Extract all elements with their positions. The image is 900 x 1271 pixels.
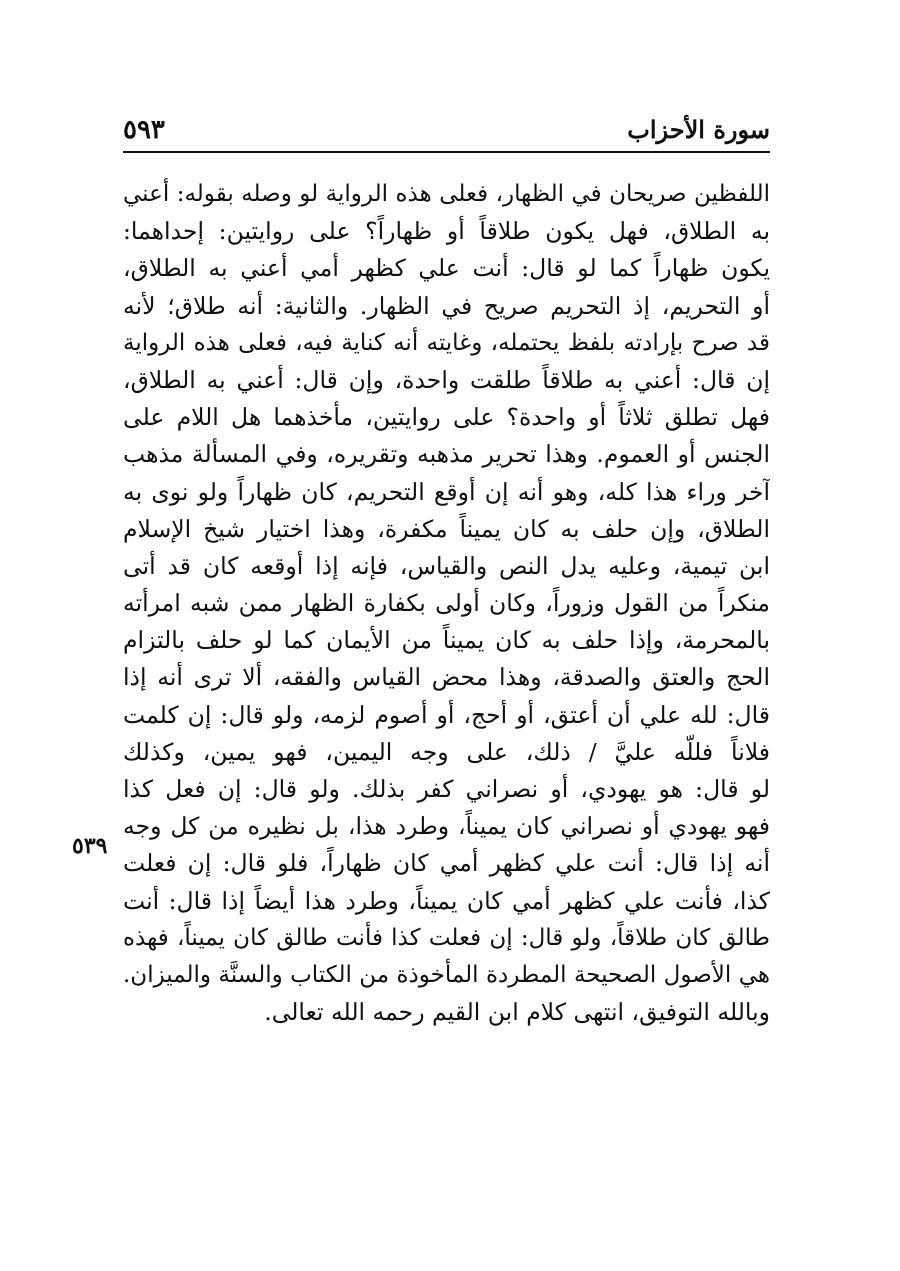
text-line: أنه إذا قال: أنت علي كظهر أمي كان ظهاراً، فلو قال: إن فعلت [123, 849, 770, 878]
text-line: الحج والعتق والصدقة، وهذا محض القياس والفقه، ألا ترى أنه إذا [123, 663, 770, 692]
header-divider [123, 151, 770, 153]
text-line: لو قال: هو يهودي، أو نصراني كفر بذلك. ولو قال: إن فعل كذا [123, 775, 770, 803]
text-line: قد صرح بإرادته بلفظ يحتمله، وغايته أنه كناية فيه، فعلى هذه الرواية [123, 329, 770, 356]
body-text [123, 176, 770, 1031]
text-line: كذا، فأنت علي كظهر أمي كان يميناً، وطرد هذا أيضاً إذا قال: أنت [123, 886, 770, 915]
text-line: إن قال: أعني به طلاقاً طلقت واحدة، وإن قال: أعني به الطلاق، [123, 365, 770, 394]
text-line: الجنس أو العموم. وهذا تحرير مذهبه وتقريره، وفي المسألة مذهب [123, 440, 770, 469]
page-header [123, 112, 770, 152]
text-line: بالمحرمة، وإذا حلف به كان يميناً من الأيمان كما لو حلف بالتزام [123, 626, 770, 655]
text-line: ابن تيمية، وعليه يدل النص والقياس، فإنه إذا أوقعه كان قد أتى [123, 551, 770, 580]
text-line: فلاناً فللَّه عليَّ / ذلك، على وجه اليمين، فهو يمين، وكذلك [123, 737, 770, 766]
text-line: الطلاق، وإن حلف به كان يميناً مكفرة، وهذا اختيار شيخ الإسلام [123, 514, 770, 543]
text-line: طالق كان طلاقاً، ولو قال: إن فعلت كذا فأنت طالق كان يميناً، فهذه [123, 924, 770, 951]
text-line: يكون ظهاراً كما لو قال: أنت علي كظهر أمي أعني به الطلاق، [123, 254, 770, 283]
text-line: منكراً من القول وزوراً، وكان أولى بكفارة الظهار ممن شبه امرأته [123, 589, 770, 618]
text-line: فهل تطلق ثلاثاً أو واحدة؟ على روايتين، مأخذهما هل اللام على [123, 403, 770, 432]
text-line: أو التحريم، إذ التحريم صريح في الظهار. والثانية: أنه طلاق؛ لأنه [123, 291, 770, 320]
text-line: وبالله التوفيق، انتهى كلام ابن القيم رحمه الله تعالى. [264, 998, 770, 1027]
surah-title: سورة الأحزاب [627, 115, 770, 144]
text-line: قال: لله علي أن أعتق، أو أحج، أو أصوم لزمه، ولو قال: إن كلمت [123, 700, 770, 729]
text-line: آخر وراء هذا كله، وهو أنه إن أوقع التحريم، كان ظهاراً ولو نوى به [123, 477, 770, 506]
page-number: ٥٩٣ [123, 115, 165, 145]
margin-page-reference: ٥٣٩ [72, 833, 108, 859]
text-line: هي الأصول الصحيحة المطردة المأخوذة من الكتاب والسنَّة والميزان. [123, 961, 770, 988]
text-line: به الطلاق، فهل يكون طلاقاً أو ظهاراً؟ على روايتين: إحداهما: [123, 217, 770, 246]
text-line: فهو يهودي أو نصراني كان يميناً، وطرد هذا، بل نظيره من كل وجه [123, 812, 770, 841]
text-line: اللفظين صريحان في الظهار، فعلى هذه الرواية لو وصله بقوله: أعني [123, 181, 770, 207]
